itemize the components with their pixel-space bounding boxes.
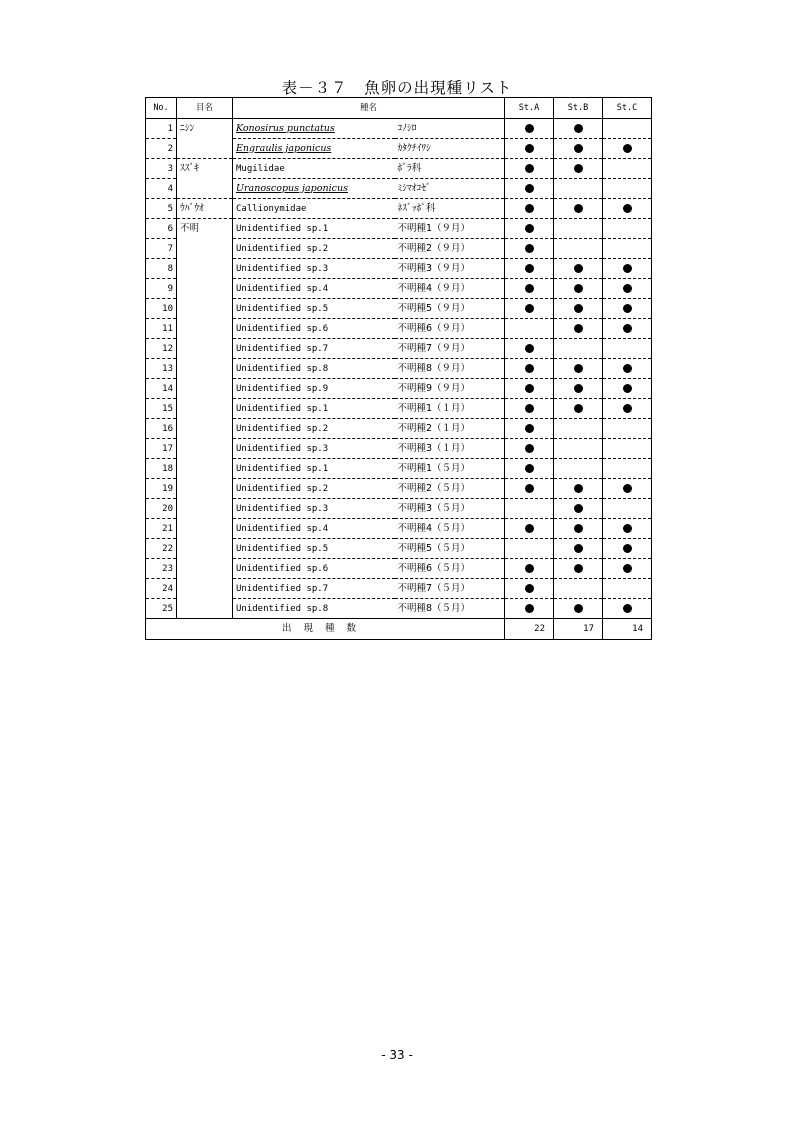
- order-name: [177, 239, 233, 259]
- table-row: [146, 319, 652, 339]
- station-a-cell: [505, 579, 554, 599]
- order-name: [177, 399, 233, 419]
- presence-dot-icon: [623, 384, 632, 393]
- station-a-cell: [505, 219, 554, 239]
- row-number: 19: [146, 479, 177, 499]
- row-number: 25: [146, 599, 177, 619]
- row-number: 12: [146, 339, 177, 359]
- japanese-name: 不明種2（９月）: [395, 239, 505, 259]
- station-c-cell: [603, 319, 652, 339]
- scientific-name-text: Unidentified sp.1: [236, 223, 329, 234]
- table-row: [146, 379, 652, 399]
- station-c-cell: [603, 439, 652, 459]
- row-number: 1: [146, 119, 177, 139]
- station-b-cell: [554, 439, 603, 459]
- japanese-name: 不明種8（９月）: [395, 359, 505, 379]
- station-a-cell: [505, 379, 554, 399]
- station-c-cell: [603, 159, 652, 179]
- order-name: [177, 519, 233, 539]
- station-a-cell: [505, 359, 554, 379]
- station-c-cell: [603, 239, 652, 259]
- japanese-name: ﾈｽﾞｯﾎﾟ科: [395, 199, 505, 219]
- station-a-cell: [505, 399, 554, 419]
- header-row: [146, 98, 652, 119]
- presence-dot-icon: [574, 264, 583, 273]
- scientific-name: [233, 579, 395, 599]
- station-a-cell: [505, 199, 554, 219]
- table-row: [146, 599, 652, 619]
- scientific-name: [233, 539, 395, 559]
- scientific-name-text: Unidentified sp.4: [236, 283, 329, 294]
- scientific-name-text: Unidentified sp.3: [236, 263, 329, 274]
- station-c-cell: [603, 339, 652, 359]
- station-b-cell: [554, 219, 603, 239]
- order-name: [177, 179, 233, 199]
- order-name: ﾆｼﾝ: [177, 119, 233, 139]
- japanese-name: 不明種6（９月）: [395, 319, 505, 339]
- presence-dot-icon: [623, 284, 632, 293]
- header-st-a: St.A: [505, 98, 554, 119]
- station-b-cell: [554, 579, 603, 599]
- presence-dot-icon: [525, 564, 534, 573]
- presence-dot-icon: [574, 144, 583, 153]
- order-name: [177, 299, 233, 319]
- scientific-name-text: Unidentified sp.5: [236, 543, 329, 554]
- station-a-cell: [505, 559, 554, 579]
- station-c-cell: [603, 419, 652, 439]
- japanese-name: 不明種7（５月）: [395, 579, 505, 599]
- presence-dot-icon: [623, 304, 632, 313]
- row-number: 11: [146, 319, 177, 339]
- table-row: [146, 539, 652, 559]
- station-b-cell: [554, 299, 603, 319]
- station-b-cell: [554, 139, 603, 159]
- station-b-cell: [554, 319, 603, 339]
- station-b-cell: [554, 539, 603, 559]
- order-name: [177, 379, 233, 399]
- station-b-cell: [554, 339, 603, 359]
- japanese-name: 不明種7（９月）: [395, 339, 505, 359]
- presence-dot-icon: [525, 404, 534, 413]
- row-number: 15: [146, 399, 177, 419]
- table-row: [146, 579, 652, 599]
- page-number: - 33 -: [381, 1048, 413, 1062]
- japanese-name: 不明種3（９月）: [395, 259, 505, 279]
- table-row: [146, 399, 652, 419]
- japanese-name: 不明種2（５月）: [395, 479, 505, 499]
- station-a-cell: [505, 179, 554, 199]
- row-number: 16: [146, 419, 177, 439]
- row-number: 21: [146, 519, 177, 539]
- station-c-cell: [603, 179, 652, 199]
- station-b-cell: [554, 519, 603, 539]
- row-number: 2: [146, 139, 177, 159]
- row-number: 22: [146, 539, 177, 559]
- presence-dot-icon: [525, 424, 534, 433]
- total-row: [146, 619, 652, 640]
- header-st-c: St.C: [603, 98, 652, 119]
- header-species: 種名: [233, 98, 505, 119]
- row-number: 7: [146, 239, 177, 259]
- presence-dot-icon: [525, 604, 534, 613]
- scientific-name-text: Unidentified sp.7: [236, 583, 329, 594]
- scientific-name: [233, 479, 395, 499]
- station-a-cell: [505, 339, 554, 359]
- scientific-name-text: Unidentified sp.1: [236, 403, 329, 414]
- presence-dot-icon: [525, 464, 534, 473]
- presence-dot-icon: [574, 484, 583, 493]
- scientific-name-text: Unidentified sp.8: [236, 603, 329, 614]
- station-c-cell: [603, 599, 652, 619]
- scientific-name-text: Callionymidae: [236, 203, 307, 214]
- presence-dot-icon: [525, 484, 534, 493]
- presence-dot-icon: [525, 384, 534, 393]
- table-row: [146, 259, 652, 279]
- scientific-name-text: Unidentified sp.3: [236, 503, 329, 514]
- presence-dot-icon: [525, 244, 534, 253]
- table-row: [146, 499, 652, 519]
- presence-dot-icon: [574, 204, 583, 213]
- table-row: [146, 139, 652, 159]
- presence-dot-icon: [525, 224, 534, 233]
- presence-dot-icon: [623, 604, 632, 613]
- station-c-cell: [603, 399, 652, 419]
- order-name: [177, 599, 233, 619]
- station-c-cell: [603, 579, 652, 599]
- station-a-cell: [505, 519, 554, 539]
- presence-dot-icon: [574, 604, 583, 613]
- presence-dot-icon: [574, 324, 583, 333]
- scientific-name-text: Unidentified sp.2: [236, 423, 329, 434]
- table-row: [146, 119, 652, 139]
- order-name: [177, 139, 233, 159]
- table-row: [146, 439, 652, 459]
- row-number: 23: [146, 559, 177, 579]
- row-number: 5: [146, 199, 177, 219]
- scientific-name: [233, 459, 395, 479]
- station-b-cell: [554, 119, 603, 139]
- scientific-name-text: Unidentified sp.1: [236, 463, 329, 474]
- station-b-cell: [554, 499, 603, 519]
- presence-dot-icon: [574, 364, 583, 373]
- order-name: [177, 579, 233, 599]
- order-name: 不明: [177, 219, 233, 239]
- station-a-cell: [505, 119, 554, 139]
- station-b-cell: [554, 199, 603, 219]
- station-c-cell: [603, 199, 652, 219]
- species-table: [145, 97, 652, 640]
- presence-dot-icon: [574, 124, 583, 133]
- presence-dot-icon: [574, 384, 583, 393]
- order-name: ｳﾊﾞｳｵ: [177, 199, 233, 219]
- total-label: 出現種数: [146, 619, 505, 640]
- station-a-cell: [505, 139, 554, 159]
- row-number: 20: [146, 499, 177, 519]
- station-c-cell: [603, 479, 652, 499]
- scientific-name-text: Engraulis japonicus: [236, 142, 332, 154]
- presence-dot-icon: [525, 304, 534, 313]
- presence-dot-icon: [574, 524, 583, 533]
- scientific-name: [233, 279, 395, 299]
- japanese-name: 不明種3（５月）: [395, 499, 505, 519]
- station-b-cell: [554, 459, 603, 479]
- station-c-cell: [603, 259, 652, 279]
- station-c-cell: [603, 519, 652, 539]
- order-name: [177, 359, 233, 379]
- station-b-cell: [554, 159, 603, 179]
- presence-dot-icon: [525, 584, 534, 593]
- order-name: [177, 559, 233, 579]
- station-c-cell: [603, 379, 652, 399]
- table-row: [146, 179, 652, 199]
- scientific-name: [233, 419, 395, 439]
- japanese-name: 不明種1（５月）: [395, 459, 505, 479]
- station-c-cell: [603, 279, 652, 299]
- scientific-name-text: Unidentified sp.5: [236, 303, 329, 314]
- station-c-cell: [603, 359, 652, 379]
- scientific-name-text: Unidentified sp.6: [236, 563, 329, 574]
- japanese-name: 不明種5（５月）: [395, 539, 505, 559]
- scientific-name: [233, 559, 395, 579]
- japanese-name: 不明種4（５月）: [395, 519, 505, 539]
- station-a-cell: [505, 539, 554, 559]
- scientific-name-text: Unidentified sp.6: [236, 323, 329, 334]
- presence-dot-icon: [525, 524, 534, 533]
- station-b-cell: [554, 559, 603, 579]
- station-b-cell: [554, 399, 603, 419]
- row-number: 8: [146, 259, 177, 279]
- presence-dot-icon: [574, 164, 583, 173]
- scientific-name: [233, 359, 395, 379]
- presence-dot-icon: [623, 144, 632, 153]
- scientific-name-text: Unidentified sp.9: [236, 383, 329, 394]
- order-name: [177, 539, 233, 559]
- presence-dot-icon: [623, 324, 632, 333]
- row-number: 24: [146, 579, 177, 599]
- row-number: 10: [146, 299, 177, 319]
- presence-dot-icon: [525, 264, 534, 273]
- row-number: 9: [146, 279, 177, 299]
- order-name: [177, 319, 233, 339]
- station-a-cell: [505, 299, 554, 319]
- station-c-cell: [603, 119, 652, 139]
- japanese-name: ﾎﾞﾗ科: [395, 159, 505, 179]
- presence-dot-icon: [574, 304, 583, 313]
- station-c-cell: [603, 499, 652, 519]
- scientific-name: [233, 179, 395, 199]
- order-name: [177, 439, 233, 459]
- scientific-name-text: Unidentified sp.8: [236, 363, 329, 374]
- table-row: [146, 299, 652, 319]
- japanese-name: 不明種6（５月）: [395, 559, 505, 579]
- table-row: [146, 419, 652, 439]
- presence-dot-icon: [623, 544, 632, 553]
- station-a-cell: [505, 479, 554, 499]
- order-name: [177, 499, 233, 519]
- station-b-cell: [554, 599, 603, 619]
- table-row: [146, 199, 652, 219]
- row-number: 18: [146, 459, 177, 479]
- table-row: [146, 279, 652, 299]
- station-a-cell: [505, 599, 554, 619]
- station-a-cell: [505, 279, 554, 299]
- scientific-name: [233, 139, 395, 159]
- station-a-cell: [505, 419, 554, 439]
- scientific-name: [233, 439, 395, 459]
- presence-dot-icon: [574, 504, 583, 513]
- station-a-cell: [505, 319, 554, 339]
- scientific-name: [233, 379, 395, 399]
- presence-dot-icon: [623, 204, 632, 213]
- scientific-name-text: Unidentified sp.2: [236, 483, 329, 494]
- scientific-name: [233, 199, 395, 219]
- station-b-cell: [554, 279, 603, 299]
- presence-dot-icon: [525, 144, 534, 153]
- station-b-cell: [554, 239, 603, 259]
- scientific-name: [233, 239, 395, 259]
- station-c-cell: [603, 299, 652, 319]
- station-a-cell: [505, 259, 554, 279]
- presence-dot-icon: [525, 444, 534, 453]
- station-a-cell: [505, 159, 554, 179]
- station-b-cell: [554, 179, 603, 199]
- scientific-name-text: Konosirus punctatus: [236, 122, 335, 134]
- station-b-cell: [554, 259, 603, 279]
- japanese-name: ｶﾀｸﾁｲﾜｼ: [395, 139, 505, 159]
- table-row: [146, 559, 652, 579]
- order-name: [177, 279, 233, 299]
- order-name: [177, 259, 233, 279]
- row-number: 14: [146, 379, 177, 399]
- scientific-name: [233, 299, 395, 319]
- scientific-name-text: Unidentified sp.4: [236, 523, 329, 534]
- header-no: No.: [146, 98, 177, 119]
- japanese-name: ﾐｼﾏｵｺｾﾞ: [395, 179, 505, 199]
- scientific-name-text: Unidentified sp.2: [236, 243, 329, 254]
- table-title: 表－３７ 魚卵の出現種リスト: [281, 79, 513, 97]
- header-st-b: St.B: [554, 98, 603, 119]
- table-row: [146, 239, 652, 259]
- presence-dot-icon: [525, 204, 534, 213]
- table-row: [146, 219, 652, 239]
- presence-dot-icon: [525, 124, 534, 133]
- japanese-name: 不明種1（１月）: [395, 399, 505, 419]
- table-row: [146, 159, 652, 179]
- order-name: [177, 459, 233, 479]
- scientific-name: [233, 319, 395, 339]
- station-b-cell: [554, 359, 603, 379]
- scientific-name: [233, 119, 395, 139]
- presence-dot-icon: [623, 564, 632, 573]
- japanese-name: 不明種1（９月）: [395, 219, 505, 239]
- order-name: [177, 419, 233, 439]
- presence-dot-icon: [623, 264, 632, 273]
- table-row: [146, 459, 652, 479]
- total-count-st-a: 22: [505, 619, 554, 640]
- station-a-cell: [505, 499, 554, 519]
- japanese-name: 不明種9（９月）: [395, 379, 505, 399]
- row-number: 13: [146, 359, 177, 379]
- station-b-cell: [554, 379, 603, 399]
- order-name: [177, 479, 233, 499]
- scientific-name: [233, 219, 395, 239]
- scientific-name: [233, 159, 395, 179]
- row-number: 4: [146, 179, 177, 199]
- total-count-st-b: 17: [554, 619, 603, 640]
- station-c-cell: [603, 219, 652, 239]
- order-name: ｽｽﾞｷ: [177, 159, 233, 179]
- scientific-name: [233, 399, 395, 419]
- station-c-cell: [603, 459, 652, 479]
- presence-dot-icon: [623, 524, 632, 533]
- scientific-name: [233, 499, 395, 519]
- presence-dot-icon: [525, 344, 534, 353]
- japanese-name: 不明種3（１月）: [395, 439, 505, 459]
- japanese-name: 不明種4（９月）: [395, 279, 505, 299]
- station-a-cell: [505, 239, 554, 259]
- presence-dot-icon: [574, 404, 583, 413]
- station-b-cell: [554, 419, 603, 439]
- row-number: 17: [146, 439, 177, 459]
- scientific-name: [233, 339, 395, 359]
- presence-dot-icon: [525, 364, 534, 373]
- presence-dot-icon: [574, 564, 583, 573]
- table-row: [146, 479, 652, 499]
- presence-dot-icon: [574, 284, 583, 293]
- scientific-name-text: Mugilidae: [236, 163, 285, 174]
- scientific-name-text: Unidentified sp.3: [236, 443, 329, 454]
- header-order: 目名: [177, 98, 233, 119]
- scientific-name: [233, 519, 395, 539]
- station-a-cell: [505, 459, 554, 479]
- presence-dot-icon: [623, 404, 632, 413]
- presence-dot-icon: [525, 284, 534, 293]
- row-number: 3: [146, 159, 177, 179]
- order-name: [177, 339, 233, 359]
- station-c-cell: [603, 539, 652, 559]
- presence-dot-icon: [525, 184, 534, 193]
- station-a-cell: [505, 439, 554, 459]
- japanese-name: 不明種8（５月）: [395, 599, 505, 619]
- table-row: [146, 359, 652, 379]
- presence-dot-icon: [623, 364, 632, 373]
- total-count-st-c: 14: [603, 619, 652, 640]
- presence-dot-icon: [574, 544, 583, 553]
- scientific-name: [233, 599, 395, 619]
- japanese-name: 不明種5（９月）: [395, 299, 505, 319]
- presence-dot-icon: [525, 164, 534, 173]
- scientific-name: [233, 259, 395, 279]
- table-row: [146, 519, 652, 539]
- station-c-cell: [603, 139, 652, 159]
- table-body: [146, 119, 652, 619]
- station-b-cell: [554, 479, 603, 499]
- japanese-name: ｺﾉｼﾛ: [395, 119, 505, 139]
- table-row: [146, 339, 652, 359]
- japanese-name: 不明種2（１月）: [395, 419, 505, 439]
- scientific-name-text: Unidentified sp.7: [236, 343, 329, 354]
- row-number: 6: [146, 219, 177, 239]
- presence-dot-icon: [623, 484, 632, 493]
- station-c-cell: [603, 559, 652, 579]
- scientific-name-text: Uranoscopus japonicus: [236, 182, 348, 194]
